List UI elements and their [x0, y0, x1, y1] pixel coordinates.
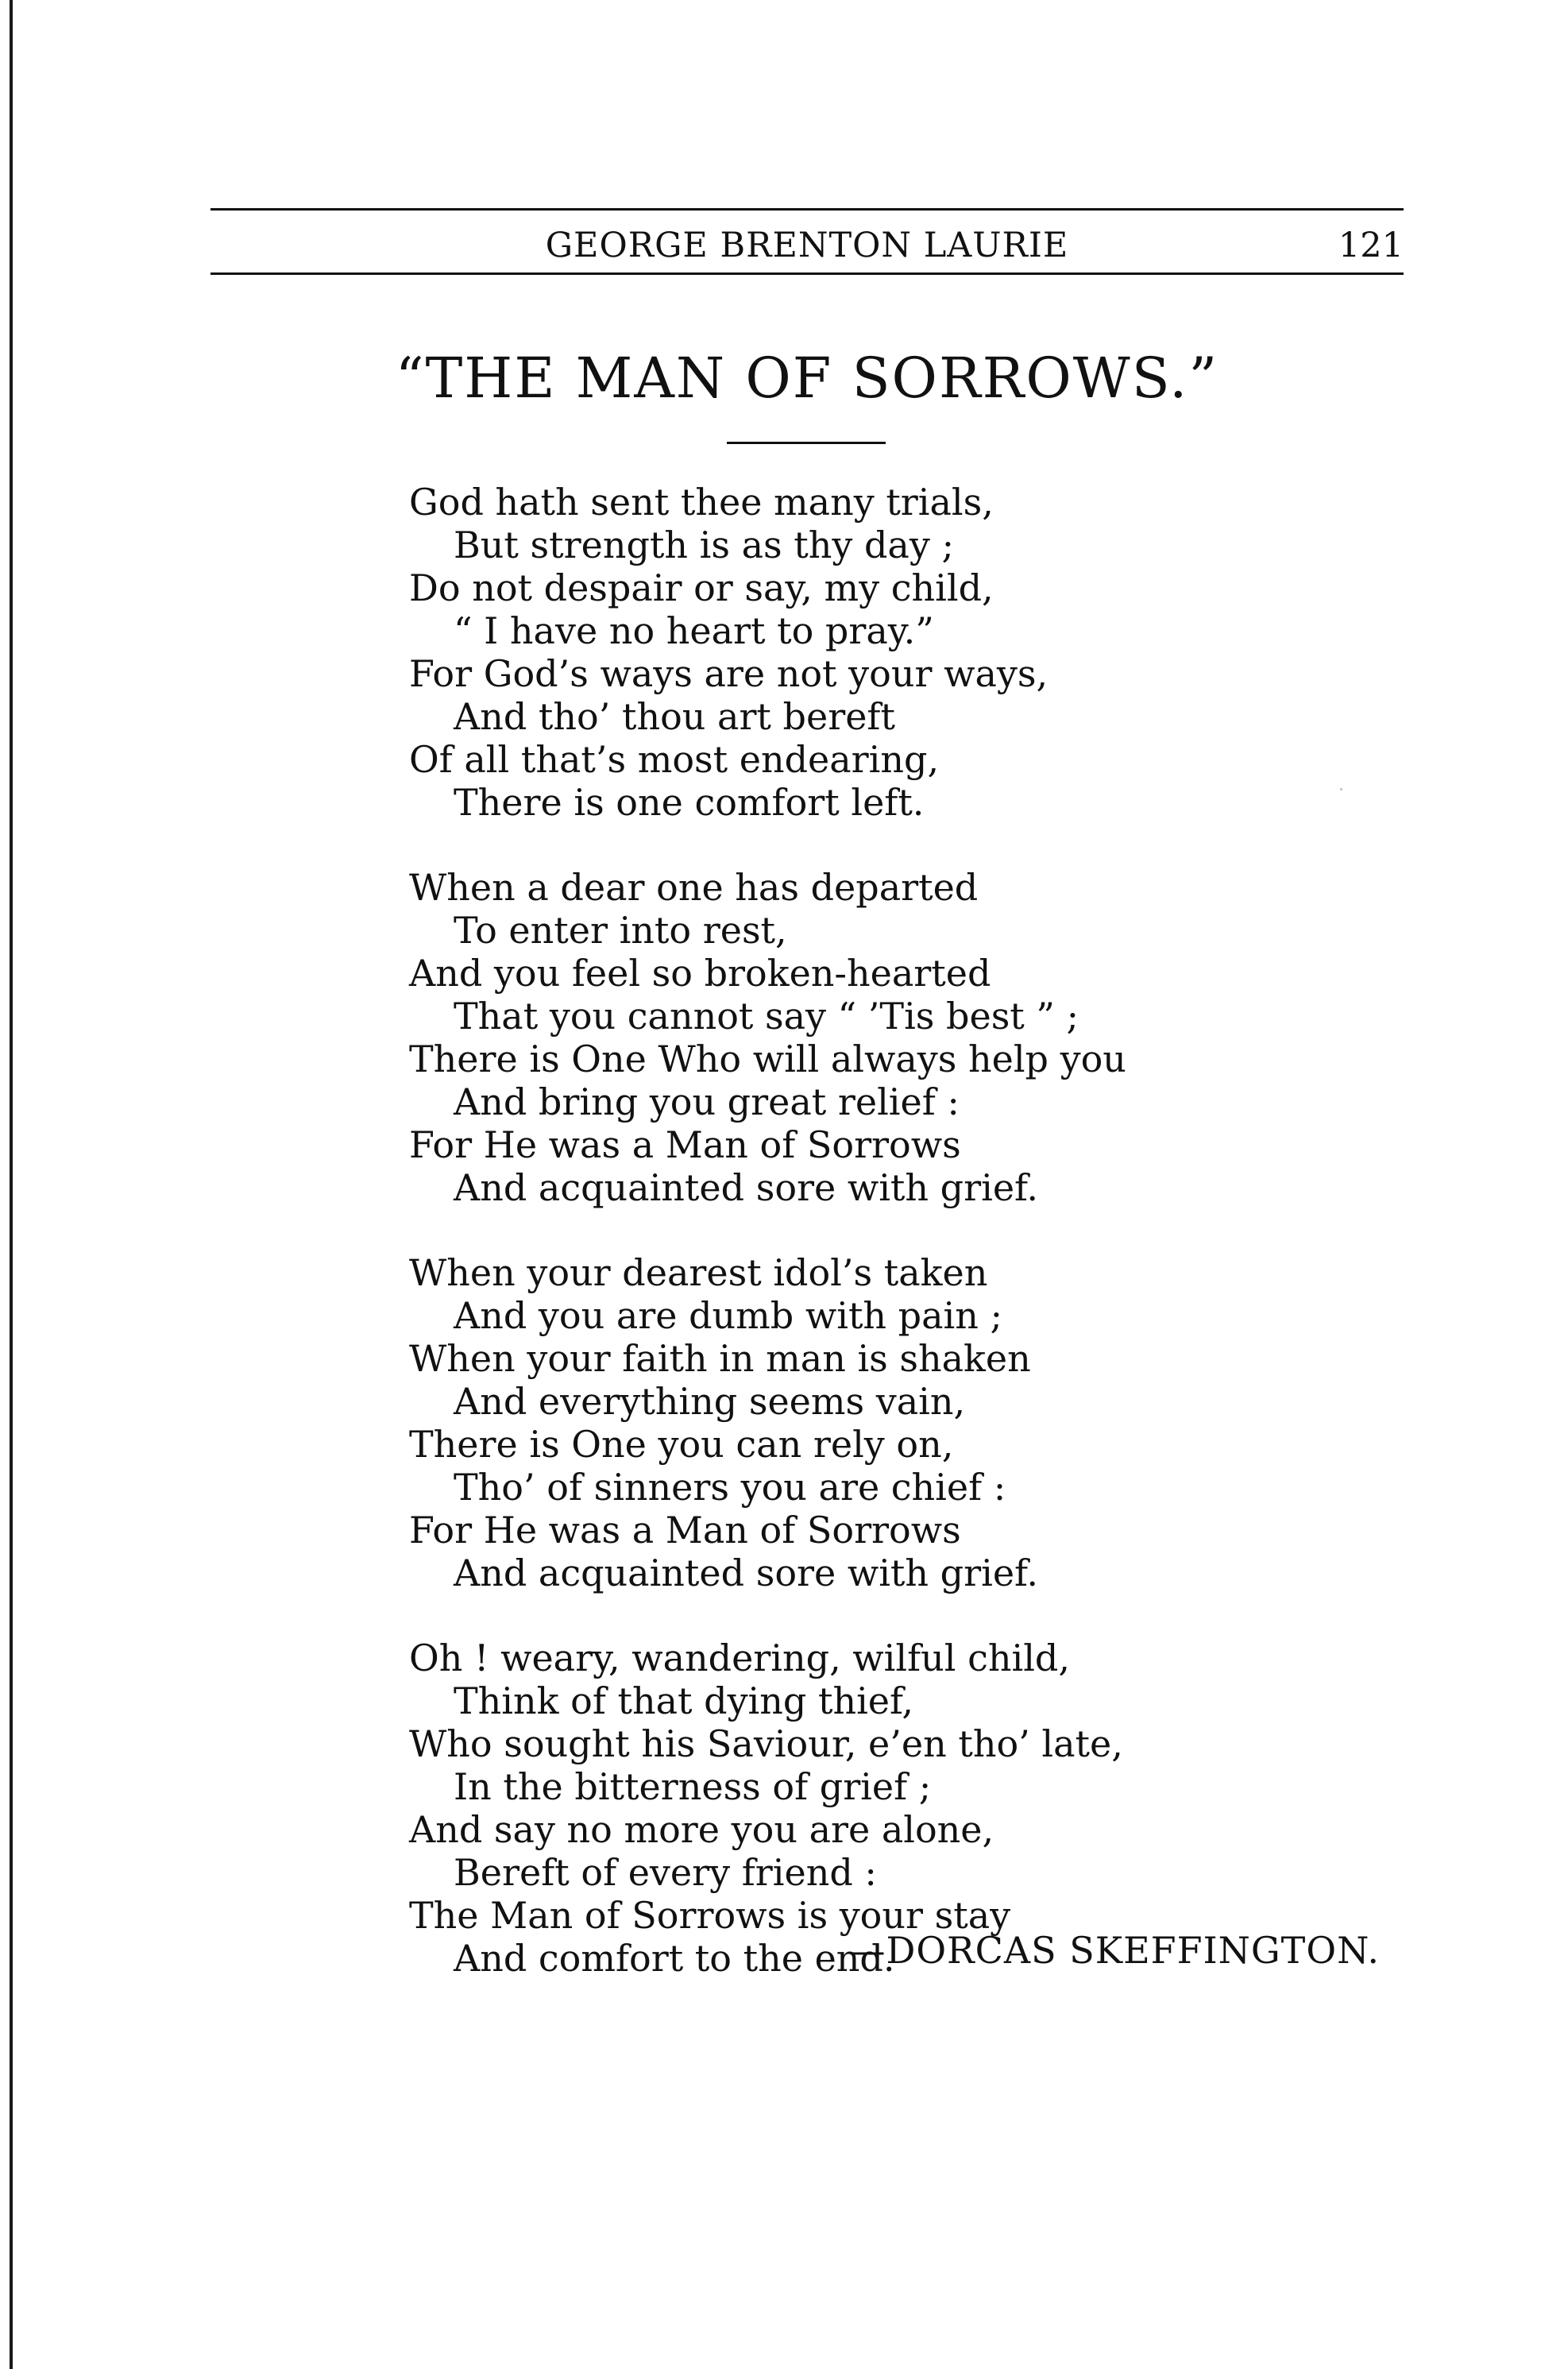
poem-line: Who sought his Saviour, e’en tho’ late,	[409, 1722, 1123, 1765]
poem-line: And comfort to the end.	[454, 1937, 895, 1980]
poem-line: Tho’ of sinners you are chief :	[454, 1466, 1006, 1509]
poem-line: And say no more you are alone,	[409, 1808, 994, 1851]
title-rule	[727, 442, 886, 444]
page-number: 121	[1338, 226, 1404, 265]
stanza-1	[409, 481, 1402, 824]
poem-line: There is One Who will always help you	[409, 1038, 1126, 1080]
binding-edge	[10, 0, 13, 2369]
poem-line: But strength is as thy day ;	[454, 524, 954, 566]
poem-line: Think of that dying thief,	[454, 1679, 914, 1722]
poem-line: Do not despair or say, my child,	[409, 566, 994, 609]
poem-line: And bring you great relief :	[454, 1080, 960, 1123]
poem-line: Oh ! weary, wandering, wilful child,	[409, 1637, 1070, 1679]
poem-title: “THE MAN OF SORROWS.”	[395, 346, 1219, 411]
poem-line: When your dearest idol’s taken	[409, 1251, 988, 1294]
poem-line: The Man of Sorrows is your stay	[409, 1894, 1011, 1937]
poem-line: When your faith in man is shaken	[409, 1337, 1031, 1380]
poem-line: In the bitterness of grief ;	[454, 1765, 932, 1808]
header-rule-top	[210, 208, 1404, 211]
poem-line: For He was a Man of Sorrows	[409, 1509, 961, 1552]
poem-line: And acquainted sore with grief.	[454, 1166, 1039, 1209]
poem-line: There is One you can rely on,	[409, 1423, 954, 1466]
running-head	[210, 208, 1404, 275]
poem-line: For He was a Man of Sorrows	[409, 1123, 961, 1166]
stanza-3	[409, 1251, 1402, 1594]
poem-line: There is one comfort left.	[454, 781, 925, 824]
poem-line: “ I have no heart to pray.”	[454, 609, 934, 652]
running-title: GEORGE BRENTON LAURIE	[545, 226, 1069, 265]
poem-line: That you cannot say “ ’Tis best ” ;	[454, 995, 1079, 1038]
author-signature: —DORCAS SKEFFINGTON.	[848, 1929, 1380, 1972]
poem-line: And you feel so broken-hearted	[409, 952, 991, 995]
poem-line: And tho’ thou art bereft	[454, 695, 895, 738]
poem-line: And you are dumb with pain ;	[454, 1294, 1003, 1337]
poem-line: To enter into rest,	[454, 909, 787, 952]
stanza-2	[409, 866, 1402, 1209]
poem-body	[409, 481, 1402, 2022]
poem-line: When a dear one has departed	[409, 866, 979, 909]
paper-speck	[1340, 788, 1342, 790]
header-rule-bottom	[210, 272, 1404, 275]
poem-line: God hath sent thee many trials,	[409, 481, 994, 524]
poem-line: And acquainted sore with grief.	[454, 1552, 1039, 1594]
poem-line: For God’s ways are not your ways,	[409, 652, 1049, 695]
poem-line: And everything seems vain,	[454, 1380, 966, 1423]
poem-line: Of all that’s most endearing,	[409, 738, 940, 781]
poem-line: Bereft of every friend :	[454, 1851, 877, 1894]
